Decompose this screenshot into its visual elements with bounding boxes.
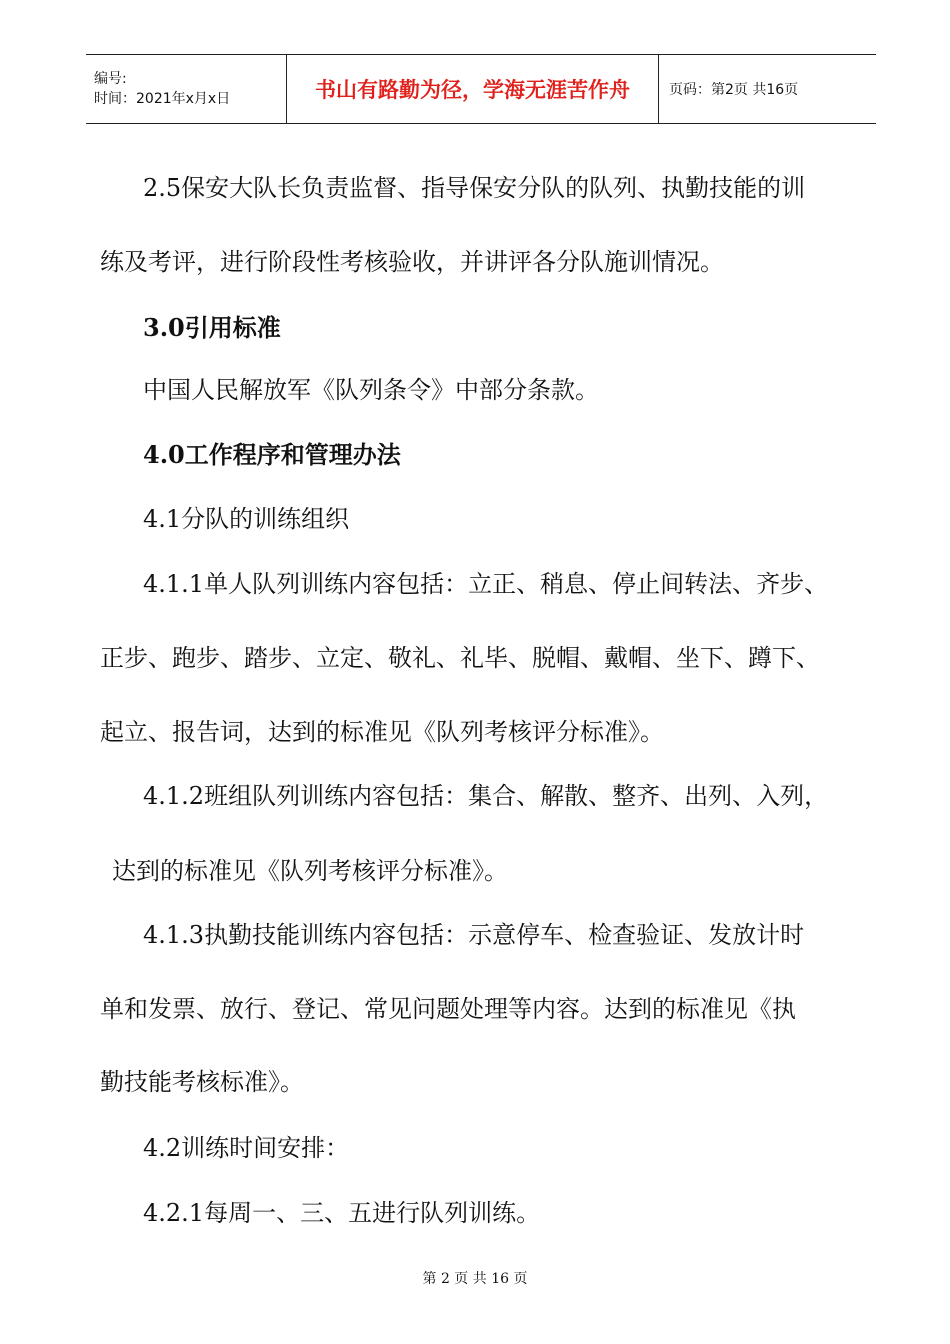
paragraph-line: 4.1.3执勤技能训练内容包括：示意停车、检查验证、发放计时: [143, 921, 805, 949]
subsection-heading: 4.2训练时间安排：: [143, 1134, 350, 1162]
section-heading: 3.0引用标准: [143, 313, 281, 342]
header-page-number: 页码：第2页 共16页: [669, 82, 799, 98]
paragraph-line: 练及考评，进行阶段性考核验收，并讲评各分队施训情况。: [100, 248, 724, 276]
section-heading: 4.0工作程序和管理办法: [143, 440, 401, 469]
paragraph-line: 单和发票、放行、登记、常见问题处理等内容。达到的标准见《执: [100, 995, 796, 1023]
paragraph-line: 达到的标准见《队列考核评分标准》。: [112, 857, 508, 885]
paragraph-line: 2.5保安大队长负责监督、指导保安分队的队列、执勤技能的训: [143, 174, 806, 202]
header-meta: [86, 55, 286, 123]
header-page-cell: [659, 55, 798, 123]
subsection-heading: 4.1分队的训练组织: [143, 505, 350, 533]
paragraph-line: 起立、报告词，达到的标准见《队列考核评分标准》。: [100, 718, 664, 746]
header-motto: 书山有路勤为径，学海无涯苦作舟: [315, 78, 630, 102]
document-time-label: 时间：2021年x月x日: [94, 91, 231, 107]
paragraph-line: 正步、跑步、踏步、立定、敬礼、礼毕、脱帽、戴帽、坐下、蹲下、: [100, 644, 820, 672]
page-footer: 第 2 页 共 16 页: [422, 1271, 528, 1287]
header-motto-cell: [286, 55, 659, 123]
paragraph-line: 勤技能考核标准》。: [100, 1068, 304, 1096]
paragraph-line: 中国人民解放军《队列条令》中部分条款。: [143, 376, 599, 404]
paragraph-line: 4.2.1每周一、三、五进行队列训练。: [143, 1199, 541, 1227]
document-number-label: 编号:: [94, 71, 127, 87]
page-header: [86, 54, 876, 124]
paragraph-line: 4.1.1单人队列训练内容包括：立正、稍息、停止间转法、齐步、: [143, 570, 829, 598]
paragraph-line: 4.1.2班组队列训练内容包括：集合、解散、整齐、出列、入列，: [143, 782, 829, 810]
